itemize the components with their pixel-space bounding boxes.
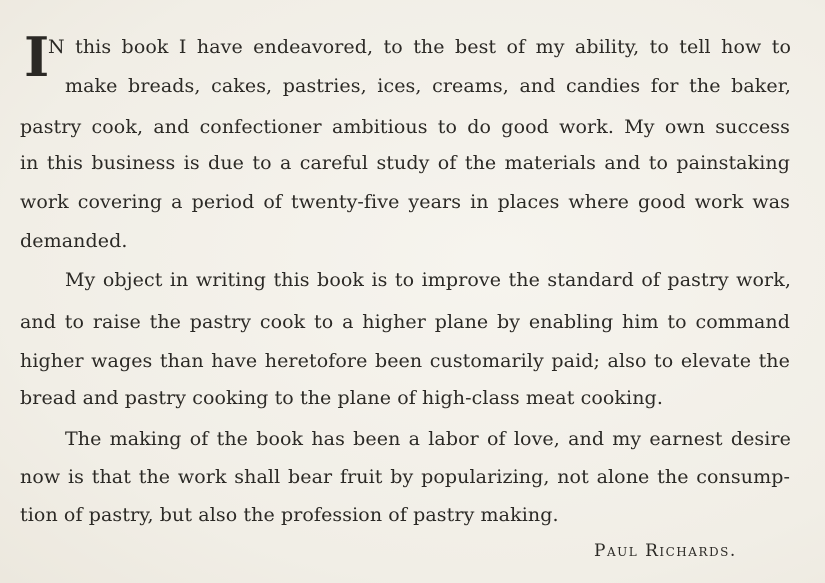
text-line: work covering a period of twenty-five years in places where good work was	[20, 191, 790, 213]
text-line: tion of pastry, but also the profession of pastry making.	[20, 504, 559, 526]
text-line: now is that the work shall bear fruit by popularizing, not alone the consump-	[20, 466, 790, 488]
text-line: demanded.	[20, 230, 128, 252]
text-line: in this business is due to a careful study of the materials and to painstaking	[20, 152, 790, 174]
drop-cap: I	[24, 25, 50, 89]
text-line: higher wages than have heretofore been customarily paid; also to elevate the	[20, 350, 790, 372]
text-line: bread and pastry cooking to the plane of high-class meat cooking.	[20, 387, 663, 409]
text-line: My object in writing this book is to improve the standard of pastry work,	[65, 269, 791, 291]
text-line: make breads, cakes, pastries, ices, creams, and candies for the baker,	[65, 75, 791, 97]
text-line: and to raise the pastry cook to a higher plane by enabling him to command	[20, 311, 790, 333]
author-signature: Paul Richards.	[594, 541, 737, 561]
text-line: pastry cook, and confectioner ambitious to do good work. My own success	[20, 116, 790, 138]
text-line: N this book I have endeavored, to the best of my ability, to tell how to	[48, 36, 791, 58]
text-line: The making of the book has been a labor of love, and my earnest desire	[65, 428, 791, 450]
